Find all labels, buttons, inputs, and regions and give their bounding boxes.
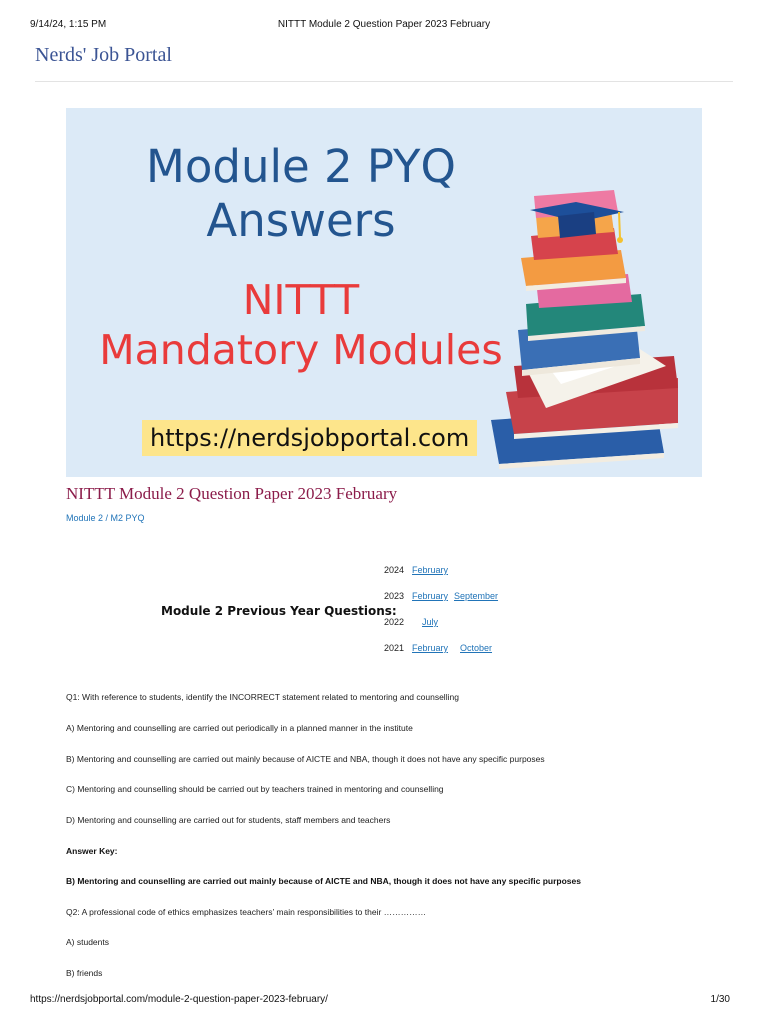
- featured-banner: [66, 108, 702, 477]
- header-divider: [35, 81, 733, 82]
- banner-url: https://nerdsjobportal.com: [142, 420, 477, 456]
- q1-option-c: C) Mentoring and counselling should be carried out by teachers trained in mentoring and counselling: [66, 784, 444, 794]
- pyq-year: 2022: [384, 617, 405, 627]
- q2-option-b: B) friends: [66, 968, 103, 978]
- print-doc-title: NITTT Module 2 Question Paper 2023 February: [277, 19, 491, 30]
- breadcrumb-module-2[interactable]: Module 2: [66, 513, 104, 523]
- pyq-year: 2024: [384, 565, 405, 575]
- print-page-number: 1/30: [710, 994, 730, 1005]
- breadcrumb: [66, 513, 145, 523]
- pyq-link-2021-october[interactable]: October: [460, 643, 493, 653]
- question-q2: Q2: A professional code of ethics emphasizes teachers’ main responsibilities to their ……………: [66, 907, 427, 917]
- q1-answer-key-label: Answer Key:: [66, 846, 118, 856]
- q1-option-a: A) Mentoring and counselling are carried out periodically in a planned manner in the institute: [66, 723, 413, 733]
- print-url: https://nerdsjobportal.com/module-2-question-paper-2023-february/: [30, 994, 328, 1005]
- print-footer: [30, 994, 738, 1008]
- print-datetime: 9/14/24, 1:15 PM: [30, 19, 107, 30]
- banner-line-3: NITTT: [242, 276, 360, 324]
- pyq-link-2023-september[interactable]: September: [454, 591, 499, 601]
- pyq-year: 2021: [384, 643, 405, 653]
- breadcrumb-separator: /: [103, 513, 111, 523]
- pyq-year: 2023: [384, 591, 405, 601]
- banner-line-2: Answers: [206, 194, 396, 247]
- question-q1: Q1: With reference to students, identify the INCORRECT statement related to mentoring and counselling: [66, 692, 459, 702]
- banner-line-1: Module 2 PYQ: [146, 140, 456, 193]
- q2-option-a: A) students: [66, 937, 109, 947]
- breadcrumb-m2-pyq[interactable]: M2 PYQ: [110, 513, 145, 523]
- pyq-link-2024-february[interactable]: February: [412, 565, 449, 575]
- post-title: NITTT Module 2 Question Paper 2023 February: [66, 484, 398, 503]
- pyq-link-2021-february[interactable]: February: [412, 643, 449, 653]
- pyq-heading: Module 2 Previous Year Questions:: [161, 604, 397, 618]
- pyq-link-2022-july[interactable]: July: [422, 617, 439, 627]
- print-header: [30, 19, 738, 33]
- banner-line-4: Mandatory Modules: [99, 326, 503, 374]
- site-title[interactable]: Nerds' Job Portal: [35, 44, 172, 66]
- q1-option-d: D) Mentoring and counselling are carried out for students, staff members and teachers: [66, 815, 391, 825]
- q1-answer: B) Mentoring and counselling are carried out mainly because of AICTE and NBA, though it does not have any specific purposes: [66, 876, 581, 886]
- pyq-link-2023-february[interactable]: February: [412, 591, 449, 601]
- q1-option-b: B) Mentoring and counselling are carried out mainly because of AICTE and NBA, though it does not have any specific purposes: [66, 754, 545, 764]
